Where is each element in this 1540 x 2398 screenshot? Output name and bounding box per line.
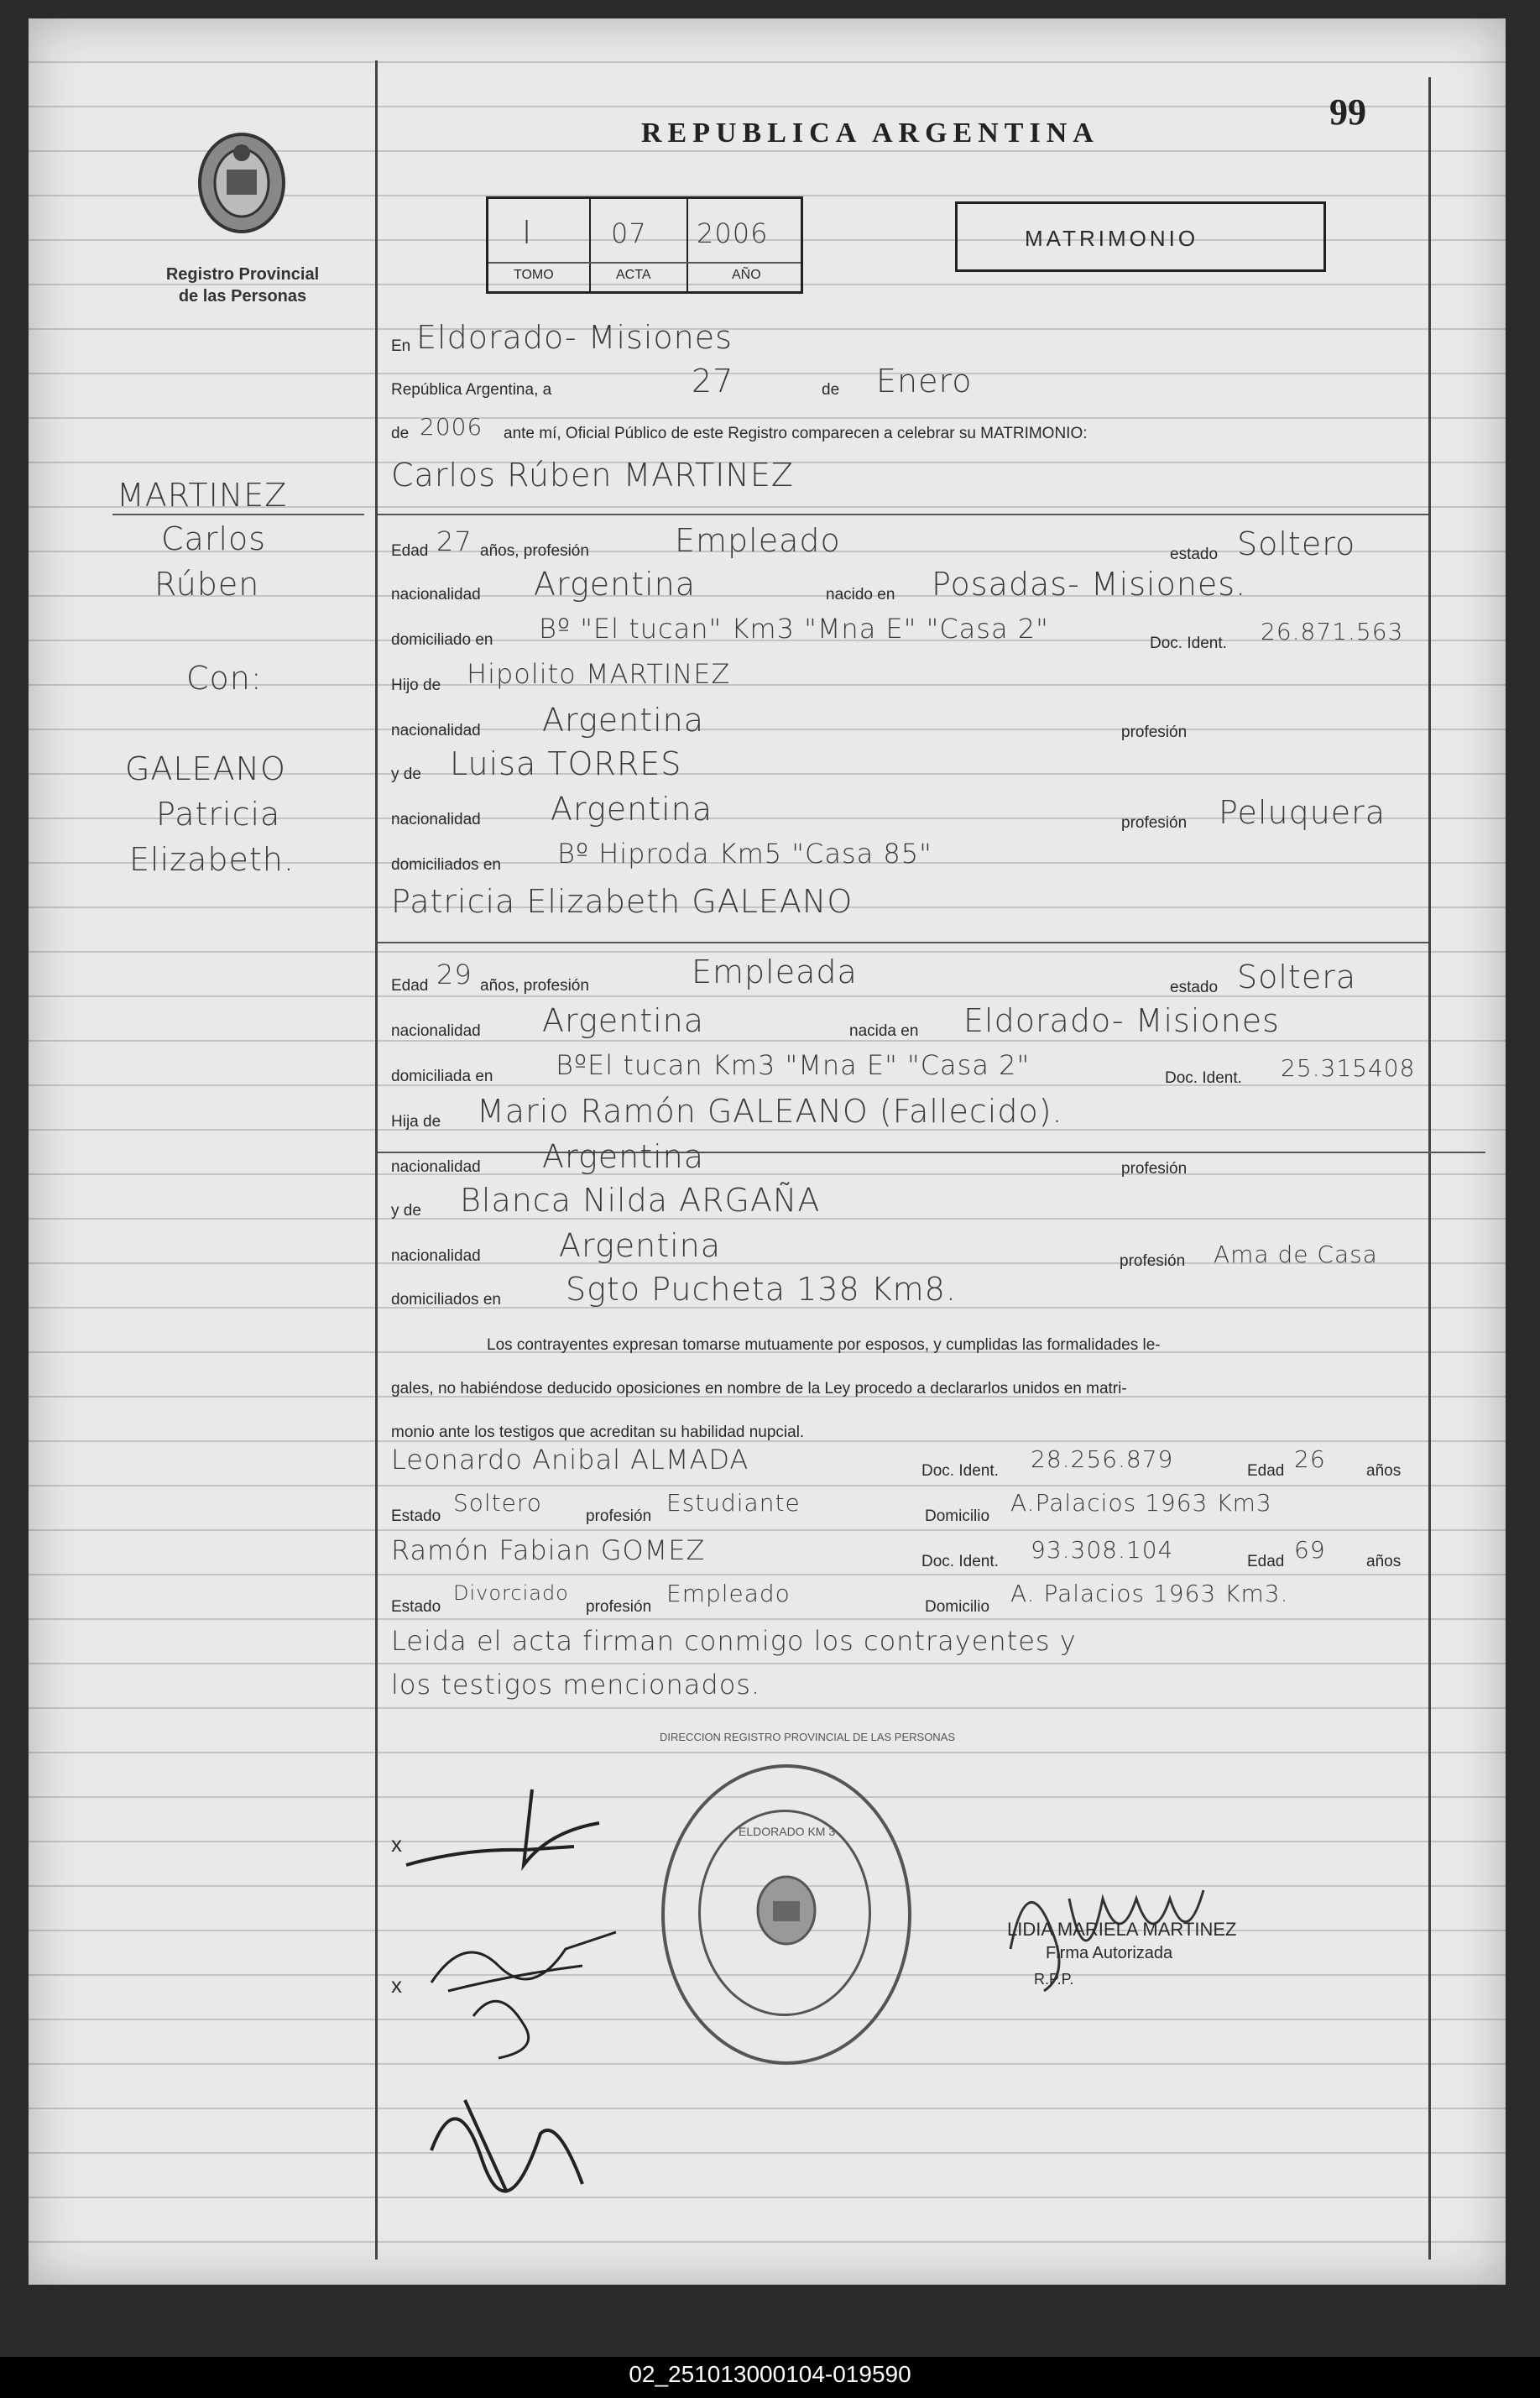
label-yde-b: y de [391,1202,421,1220]
witness2-age: 69 [1294,1536,1326,1564]
day: 27 [692,363,734,400]
witness1-profession: Estudiante [666,1489,801,1517]
label-prof-w2: profesión [586,1598,652,1616]
bride-address: BºEl tucan Km3 "Mna E" "Casa 2" [556,1049,1031,1081]
closing-line-1: Leida el acta firman conmigo los contrayentes y [391,1625,1077,1657]
groom-name2-margin: Rúben [154,566,260,603]
bride-status: Soltera [1237,959,1357,995]
label-prof-bf: profesión [1121,1160,1188,1178]
bride-father-nat: Argentina [542,1138,705,1175]
label-estado-b: estado [1170,979,1219,996]
official-org: R.P.P. [1034,1971,1074,1988]
con-margin: Con: [186,660,263,697]
label-doms-b: domiciliados en [391,1291,501,1309]
stamp-emblem-icon [753,1873,820,1948]
bride-nationality: Argentina [542,1002,705,1039]
groom-birthplace: Posadas- Misiones. [932,566,1247,603]
official-title: Firma Autorizada [1046,1944,1173,1962]
bride-age: 29 [436,959,472,990]
label-domicilio-w1: Domicilio [925,1507,990,1525]
stamp-inner: ELDORADO KM 3 [739,1825,836,1838]
groom-full-name: Carlos Rúben MARTINEZ [391,457,794,494]
label-nac-gf: nacionalidad [391,722,481,739]
registry-line-1: Registro Provincial [165,265,320,284]
label-de-1: de [822,381,840,399]
signature-3 [415,2066,616,2201]
label-en: En [391,337,411,355]
bride-parents-address: Sgto Pucheta 138 Km8. [566,1271,957,1308]
bride-father: Mario Ramón GALEANO (Fallecido). [477,1093,1063,1130]
groom-age: 27 [436,525,472,557]
groom-profession: Empleado [675,522,841,559]
sign-mark-1: x [391,1831,402,1857]
official-stamp [661,1764,911,2065]
tomo-value: I [522,214,533,251]
groom-doc: 26.871.563 [1261,618,1404,645]
record-type: MATRIMONIO [1025,226,1199,251]
label-republica: República Argentina, a [391,381,552,399]
witness2-name: Ramón Fabian GOMEZ [391,1534,706,1566]
document-page [29,18,1506,2285]
bride-full-name: Patricia Elizabeth GALEANO [391,883,854,920]
stamp-text: DIRECCION REGISTRO PROVINCIAL DE LAS PERSONAS [660,1731,956,1743]
record-id-box [486,196,803,294]
coat-of-arms-icon [193,128,290,245]
formalities-2: gales, no habiéndose deducido oposiciones en nombre de la Ley procedo a declararlos unidos en matri- [391,1380,1127,1398]
registry-line-2: de las Personas [178,287,307,306]
label-prof-gm: profesión [1121,814,1188,832]
label-dom-b: domiciliada en [391,1068,493,1085]
acta-label: ACTA [616,268,651,282]
witness1-age: 26 [1294,1445,1326,1473]
record-type-box [955,201,1326,272]
label-anos-prof-b: años, profesión [480,977,589,995]
month: Enero [876,363,973,400]
witness1-status: Soltero [453,1489,542,1517]
label-edad-g: Edad [391,542,429,560]
label-doms-g: domiciliados en [391,856,501,874]
acta-value: 07 [611,217,647,249]
label-prof-gf: profesión [1121,724,1188,741]
groom-mother-nat: Argentina [551,791,713,828]
label-edad-w1: Edad [1247,1462,1285,1480]
groom-nationality: Argentina [534,566,697,603]
label-anos-prof-g: años, profesión [480,542,589,560]
groom-surname-margin: MARTINEZ [117,477,288,514]
witness2-address: A. Palacios 1963 Km3. [1010,1580,1289,1607]
witness1-doc: 28.256.879 [1031,1445,1174,1473]
signature-2 [398,1915,633,2066]
groom-mother-prof: Peluquera [1219,794,1386,831]
label-edad-b: Edad [391,977,429,995]
formalities-3: monio ante los testigos que acreditan su habilidad nupcial. [391,1424,805,1441]
label-nac-bf: nacionalidad [391,1158,481,1176]
label-de-2: de [391,425,410,442]
right-border [1428,77,1431,2260]
label-nacida: nacida en [849,1022,919,1040]
page-number: 99 [1329,91,1366,133]
signature-1 [398,1773,616,1890]
ano-value: 2006 [697,217,769,249]
year: 2006 [420,413,483,441]
page-title: REPUBLICA ARGENTINA [641,118,1099,149]
bride-profession: Empleada [692,953,858,990]
groom-parents-address: Bº Hiproda Km5 "Casa 85" [557,838,932,870]
witness1-address: A.Palacios 1963 Km3 [1010,1489,1272,1517]
label-nacido: nacido en [826,586,895,603]
label-estado-g: estado [1170,546,1219,563]
tomo-label: TOMO [514,268,554,282]
label-doc-b: Doc. Ident. [1165,1069,1242,1087]
label-anos-w2: años [1366,1553,1402,1570]
bride-mother-nat: Argentina [559,1227,722,1264]
label-prof-w1: profesión [586,1507,652,1525]
label-nac-b: nacionalidad [391,1022,481,1040]
label-dom-g: domiciliado en [391,631,493,649]
witness2-doc: 93.308.104 [1031,1536,1174,1564]
label-yde-g: y de [391,765,421,783]
label-prof-bm: profesión [1120,1252,1186,1270]
bride-name1-margin: Patricia [156,796,281,833]
label-doc-g: Doc. Ident. [1150,635,1227,652]
image-id-label: 02_251013000104-019590 [629,2361,911,2387]
formalities-1: Los contrayentes expresan tomarse mutuamente por esposos, y cumplidas las formalidades le- [487,1336,1161,1354]
groom-address: Bº "El tucan" Km3 "Mna E" "Casa 2" [539,613,1049,645]
bride-mother-prof: Ama de Casa [1214,1241,1378,1268]
label-estado-w1: Estado [391,1507,441,1525]
bride-mother: Blanca Nilda ARGAÑA [460,1182,821,1219]
label-doc-w2: Doc. Ident. [921,1553,999,1570]
label-edad-w2: Edad [1247,1553,1285,1570]
margin-divider [375,60,378,2260]
label-nac-g: nacionalidad [391,586,481,603]
label-domicilio-w2: Domicilio [925,1598,990,1616]
witness2-status: Divorciado [453,1581,569,1605]
label-ante-mi: ante mí, Oficial Público de este Registro comparecen a celebrar su MATRIMONIO: [504,425,1088,442]
groom-father-nat: Argentina [542,702,705,739]
label-nac-gm: nacionalidad [391,811,481,828]
sign-mark-2: x [391,1972,402,1998]
label-hija: Hija de [391,1113,441,1131]
groom-father: Hipolito MARTINEZ [467,658,731,690]
place: Eldorado- Misiones [416,319,733,356]
label-hijo: Hijo de [391,677,441,694]
label-estado-w2: Estado [391,1598,441,1616]
official-name: LIDIA MARIELA MARTINEZ [1007,1919,1237,1940]
closing-line-2: los testigos mencionados. [391,1669,761,1701]
label-doc-w1: Doc. Ident. [921,1462,999,1480]
label-anos-w1: años [1366,1462,1402,1480]
bride-birthplace: Eldorado- Misiones [963,1002,1280,1039]
bride-doc: 25.315408 [1281,1054,1416,1082]
label-nac-bm: nacionalidad [391,1247,481,1265]
bride-surname-margin: GALEANO [125,750,286,787]
groom-name1-margin: Carlos [161,520,267,557]
groom-mother: Luisa TORRES [450,745,682,782]
bride-name2-margin: Elizabeth. [129,841,295,878]
witness1-name: Leonardo Anibal ALMADA [391,1444,749,1476]
ano-label: AÑO [732,268,761,282]
witness2-profession: Empleado [666,1580,791,1607]
groom-status: Soltero [1237,525,1356,562]
